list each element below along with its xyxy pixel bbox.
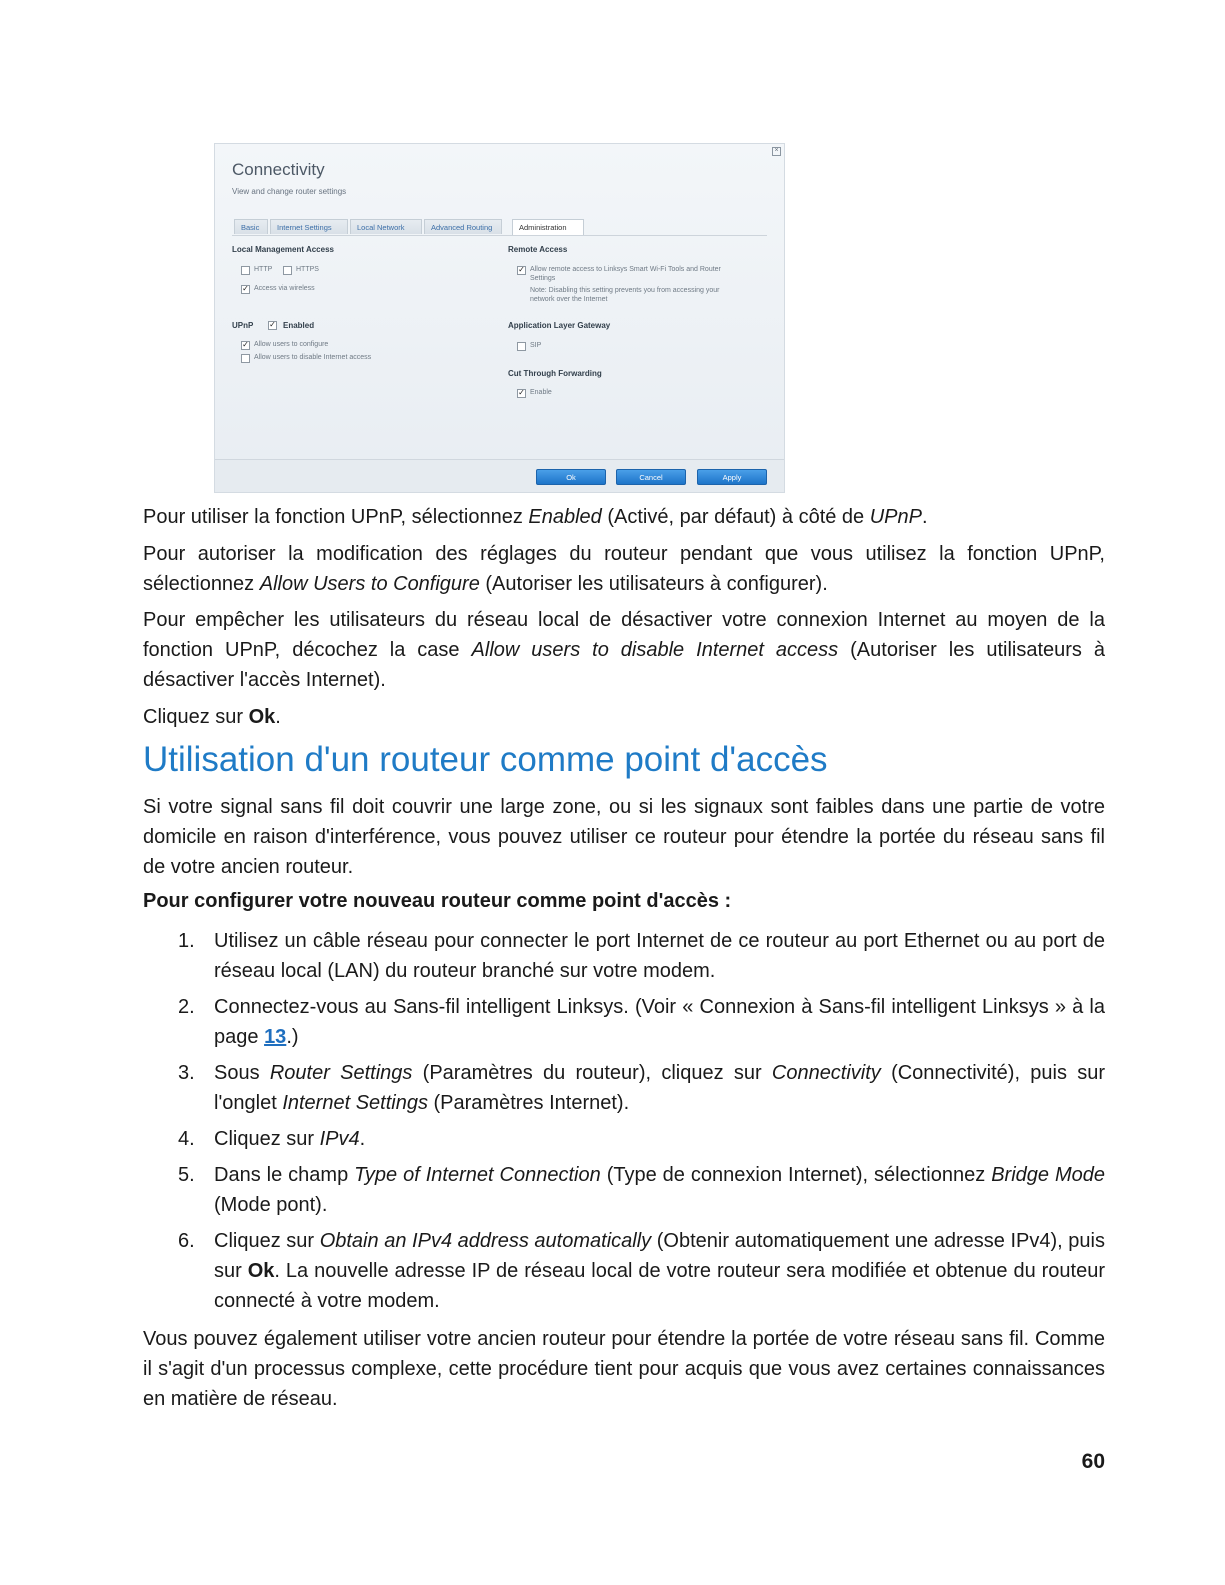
paragraph-prevent-disable: [143, 605, 1105, 695]
remote-access-note-2: network over the Internet: [530, 296, 608, 303]
tab-bar: [232, 219, 767, 236]
connectivity-title: Connectivity: [232, 160, 325, 179]
text: Sous: [214, 1062, 270, 1084]
sip-checkbox[interactable]: [517, 342, 526, 351]
paragraph-upnp-enable: [143, 502, 1105, 532]
text-italic: Router Settings: [269, 1062, 413, 1084]
paragraph-intro: Si votre signal sans fil doit couvrir une large zone, ou si les signaux sont faibles dans une partie de votre domicile en raison d'interférence, vous pouvez utiliser ce routeur pour étendre la portée du réseau sans fil de votre ancien routeur.: [143, 796, 1105, 878]
allow-disable-label: Allow users to disable Internet access: [254, 354, 372, 361]
close-icon[interactable]: ×: [772, 147, 781, 156]
tab-administration[interactable]: Administration: [512, 219, 584, 235]
dialog-footer: [215, 459, 784, 492]
section-heading: Utilisation d'un routeur comme point d'accès: [143, 740, 828, 779]
paragraph-closing: Vous pouvez également utiliser votre ancien routeur pour étendre la portée de votre réseau sans fil. Comme il s'agit d'un processus complexe, cette procédure tient pour acquis que vous avez certaines connaissances en matière de réseau.: [143, 1328, 1105, 1410]
https-label: HTTPS: [296, 266, 319, 273]
step-number: 3.: [178, 1062, 195, 1084]
text: (Paramètres du routeur), cliquez sur: [412, 1062, 772, 1084]
text: (Autoriser les utilisateurs à désactiver l'accès Internet).: [143, 639, 1106, 691]
remote-access-label-2: Settings: [530, 275, 556, 282]
page-link[interactable]: 13: [264, 1026, 287, 1048]
allow-disable-checkbox[interactable]: [241, 354, 250, 363]
text-italic: Enabled: [528, 506, 602, 528]
list-item: [143, 1124, 1105, 1154]
allow-configure-checkbox[interactable]: ✓: [242, 340, 249, 349]
text: (Paramètres Internet).: [427, 1092, 630, 1114]
remote-access-label-1: Allow remote access to Linksys Smart Wi-Fi Tools and Router: [530, 266, 721, 273]
sip-label: SIP: [530, 342, 542, 349]
text: Connectez-vous au Sans-fil intelligent Linksys. (Voir « Connexion à Sans-fil intelligent Linksys » à la page: [214, 996, 1105, 1048]
text: Utilisez un câble réseau pour connecter le port Internet de ce routeur au port Ethernet ou au port de réseau local (LAN) du routeur branché sur votre modem.: [214, 930, 1105, 982]
text: .): [286, 1026, 299, 1048]
text: .: [921, 506, 928, 528]
step-number: 6.: [178, 1230, 195, 1252]
text: (Obtenir automatiquement une adresse IPv4), puis sur: [214, 1230, 1105, 1282]
http-checkbox[interactable]: [241, 266, 250, 275]
text: (Type de connexion Internet), sélectionnez: [600, 1164, 992, 1186]
text: Cliquez sur: [143, 706, 249, 728]
remote-access-checkbox[interactable]: ✓: [518, 265, 525, 274]
connectivity-subtitle: View and change router settings: [232, 187, 347, 196]
text: Cliquez sur: [214, 1230, 320, 1252]
text-italic: Allow users to disable Internet access: [471, 639, 839, 661]
step-number: 5.: [178, 1164, 195, 1186]
text-italic: Allow Users to Configure: [259, 573, 480, 595]
wireless-checkbox[interactable]: ✓: [242, 284, 249, 293]
apply-button[interactable]: Apply: [697, 469, 767, 485]
list-item: [143, 926, 1105, 986]
remote-access-note-1: Note: Disabling this setting prevents you from accessing your: [530, 287, 720, 294]
upnp-heading: UPnP: [232, 321, 254, 330]
upnp-enabled-label: Enabled: [283, 321, 315, 330]
list-item: [143, 1058, 1105, 1118]
list-item: [143, 1160, 1105, 1220]
list-item: [143, 992, 1105, 1052]
procedure-heading: Pour configurer votre nouveau routeur comme point d'accès :: [143, 890, 732, 912]
text: Pour utiliser la fonction UPnP, sélectionnez: [143, 506, 529, 528]
tab-local-network[interactable]: Local Network: [350, 219, 422, 234]
text: (Autoriser les utilisateurs à configurer).: [479, 573, 828, 595]
https-checkbox[interactable]: [283, 266, 292, 275]
tab-advanced-routing[interactable]: Advanced Routing: [424, 219, 502, 234]
ctf-enable-label: Enable: [530, 389, 552, 396]
paragraph-click-ok: [143, 702, 1105, 732]
text: . La nouvelle adresse IP de réseau local de votre routeur sera modifiée et obtenue du routeur connecté à votre modem.: [214, 1260, 1105, 1312]
connectivity-screenshot: [214, 143, 785, 493]
tab-basic[interactable]: Basic: [234, 219, 268, 234]
ctf-heading: Cut Through Forwarding: [508, 369, 602, 378]
remote-access-heading: Remote Access: [508, 245, 568, 254]
step-number: 4.: [178, 1128, 195, 1150]
step-number: 2.: [178, 996, 195, 1018]
local-management-heading: Local Management Access: [232, 245, 334, 254]
step-number: 1.: [178, 930, 195, 952]
paragraph-allow-configure: [143, 539, 1105, 599]
text-italic: Connectivity: [771, 1062, 881, 1084]
text: (Connectivité), puis sur l'onglet: [214, 1062, 1105, 1114]
text: (Activé, par défaut) à côté de: [601, 506, 870, 528]
text-italic: Obtain an IPv4 address automatically: [319, 1230, 652, 1252]
alg-heading: Application Layer Gateway: [508, 321, 611, 330]
ok-button[interactable]: Ok: [536, 469, 606, 485]
text: Pour autoriser la modification des réglages du routeur pendant que vous utilisez la fonction UPnP, sélectionnez: [143, 543, 1105, 595]
text-italic: Internet Settings: [282, 1092, 428, 1114]
page-number: 60: [1081, 1450, 1105, 1473]
text: Cliquez sur: [214, 1128, 320, 1150]
text-italic: Bridge Mode: [991, 1164, 1105, 1186]
http-label: HTTP: [254, 266, 273, 273]
tab-internet-settings[interactable]: Internet Settings: [270, 219, 348, 234]
text-italic: Type of Internet Connection: [354, 1164, 601, 1186]
text-italic: UPnP: [869, 506, 922, 528]
wireless-label: Access via wireless: [254, 285, 315, 292]
allow-configure-label: Allow users to configure: [254, 341, 329, 348]
cancel-button[interactable]: Cancel: [616, 469, 686, 485]
text: Pour empêcher les utilisateurs du réseau local de désactiver votre connexion Internet au moyen de la fonction UPnP, décochez la case: [143, 609, 1105, 661]
text: .: [275, 706, 281, 728]
list-item: [143, 1226, 1105, 1316]
text-bold: Ok: [248, 706, 276, 728]
ctf-enable-checkbox[interactable]: ✓: [518, 388, 525, 397]
upnp-enabled-checkbox[interactable]: ✓: [269, 320, 276, 329]
text: Dans le champ: [214, 1164, 355, 1186]
text-italic: IPv4: [319, 1128, 360, 1150]
text-bold: Ok: [247, 1260, 275, 1282]
text: .: [359, 1128, 366, 1150]
steps-list: [143, 926, 1105, 1322]
text: (Mode pont).: [214, 1194, 328, 1216]
